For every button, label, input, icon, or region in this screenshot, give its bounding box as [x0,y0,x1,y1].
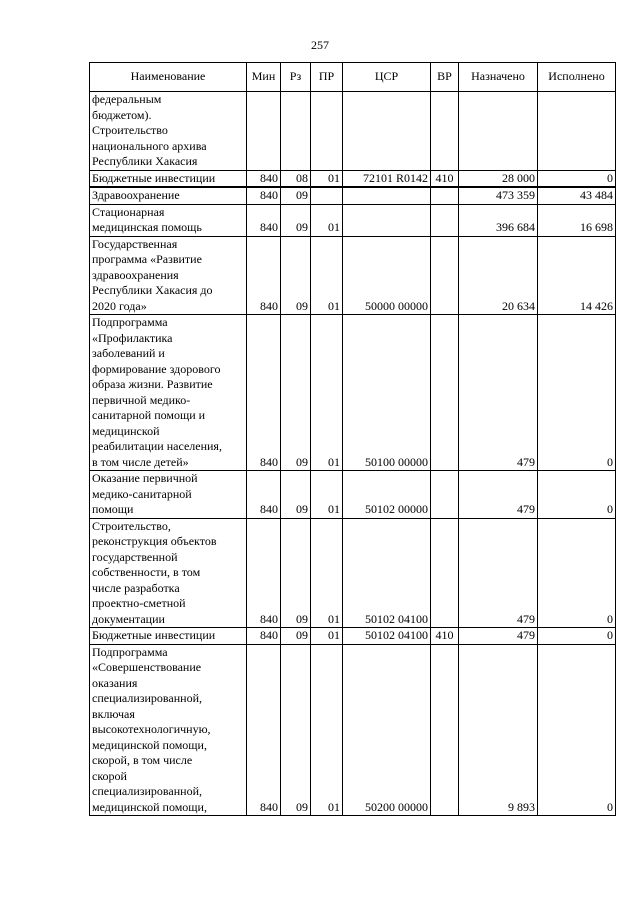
cell-assigned: 9 893 [459,644,538,816]
table-header-row [90,63,616,92]
cell-name: Бюджетные инвестиции [90,170,247,187]
table-row [90,315,616,471]
page-number: 257 [311,38,329,52]
cell-csr: 50102 04100 [343,518,431,628]
cell-rz: 09 [281,236,311,315]
table-row [90,236,616,315]
cell-min: 840 [247,644,281,816]
cell-vr: 410 [431,170,459,187]
cell-assigned: 479 [459,628,538,645]
cell-pr: 01 [311,518,343,628]
header-pr: ПР [311,63,343,92]
cell-vr [431,236,459,315]
cell-executed: 0 [538,170,616,187]
cell-csr: 50000 00000 [343,236,431,315]
cell-assigned: 28 000 [459,170,538,187]
cell-pr: 01 [311,170,343,187]
cell-assigned: 479 [459,315,538,471]
table-row [90,204,616,236]
cell-name: Бюджетные инвестиции [90,628,247,645]
cell-rz: 09 [281,471,311,519]
cell-executed: 0 [538,628,616,645]
table-row [90,92,616,171]
cell-executed: 16 698 [538,204,616,236]
cell-pr [311,187,343,204]
cell-pr: 01 [311,204,343,236]
cell-rz: 08 [281,170,311,187]
cell-pr: 01 [311,644,343,816]
cell-csr [343,187,431,204]
cell-rz: 09 [281,187,311,204]
cell-pr: 01 [311,236,343,315]
cell-min: 840 [247,204,281,236]
table-row [90,471,616,519]
cell-csr [343,92,431,171]
cell-csr [343,204,431,236]
cell-executed: 14 426 [538,236,616,315]
cell-rz: 09 [281,644,311,816]
cell-assigned: 479 [459,518,538,628]
cell-assigned: 396 684 [459,204,538,236]
cell-executed: 0 [538,471,616,519]
cell-csr: 50200 00000 [343,644,431,816]
cell-vr [431,518,459,628]
cell-assigned: 479 [459,471,538,519]
cell-min: 840 [247,170,281,187]
cell-rz: 09 [281,315,311,471]
cell-executed: 0 [538,315,616,471]
header-rz: Рз [281,63,311,92]
cell-name: Здравоохранение [90,187,247,204]
table-row [90,628,616,645]
table-row [90,187,616,204]
cell-executed: 0 [538,644,616,816]
cell-name: Подпрограмма «Совершенствование оказания специализированной, включая высокотехнологичную, медицинской помощи, скорой, в том числе скорой специализированной, медицинской помощи, [90,644,247,816]
cell-vr [431,92,459,171]
cell-min: 840 [247,187,281,204]
cell-rz [281,92,311,171]
cell-min: 840 [247,518,281,628]
table-row [90,170,616,187]
cell-assigned [459,92,538,171]
header-csr: ЦСР [343,63,431,92]
cell-min: 840 [247,236,281,315]
cell-min: 840 [247,471,281,519]
budget-table [89,62,616,816]
header-vr: ВР [431,63,459,92]
cell-executed: 0 [538,518,616,628]
cell-vr [431,644,459,816]
cell-pr: 01 [311,628,343,645]
cell-rz: 09 [281,628,311,645]
cell-min: 840 [247,315,281,471]
header-name: Наименование [90,63,247,92]
cell-csr: 50102 04100 [343,628,431,645]
table-row [90,644,616,816]
header-min: Мин [247,63,281,92]
cell-name: Оказание первичной медико-санитарной помощи [90,471,247,519]
table-row [90,518,616,628]
cell-min: 840 [247,628,281,645]
cell-min [247,92,281,171]
header-assigned: Назначено [459,63,538,92]
cell-vr [431,204,459,236]
cell-name: Подпрограмма «Профилактика заболеваний и формирование здорового образа жизни. Развитие первичной медико- санитарной помощи и медицинской реабилитации населения, в том числе детей» [90,315,247,471]
cell-vr: 410 [431,628,459,645]
cell-rz: 09 [281,518,311,628]
cell-rz: 09 [281,204,311,236]
cell-csr: 72101 R0142 [343,170,431,187]
cell-name: Государственная программа «Развитие здравоохранения Республики Хакасия до 2020 года» [90,236,247,315]
cell-csr: 50102 00000 [343,471,431,519]
cell-csr: 50100 00000 [343,315,431,471]
cell-vr [431,315,459,471]
cell-pr: 01 [311,471,343,519]
cell-pr: 01 [311,315,343,471]
cell-vr [431,187,459,204]
cell-name: Строительство, реконструкция объектов государственной собственности, в том числе разработка проектно-сметной документации [90,518,247,628]
table-body [90,92,616,816]
cell-pr [311,92,343,171]
cell-executed: 43 484 [538,187,616,204]
cell-assigned: 20 634 [459,236,538,315]
header-executed: Исполнено [538,63,616,92]
cell-name: Стационарная медицинская помощь [90,204,247,236]
cell-name: федеральным бюджетом). Строительство национального архива Республики Хакасия [90,92,247,171]
cell-assigned: 473 359 [459,187,538,204]
cell-vr [431,471,459,519]
cell-executed [538,92,616,171]
